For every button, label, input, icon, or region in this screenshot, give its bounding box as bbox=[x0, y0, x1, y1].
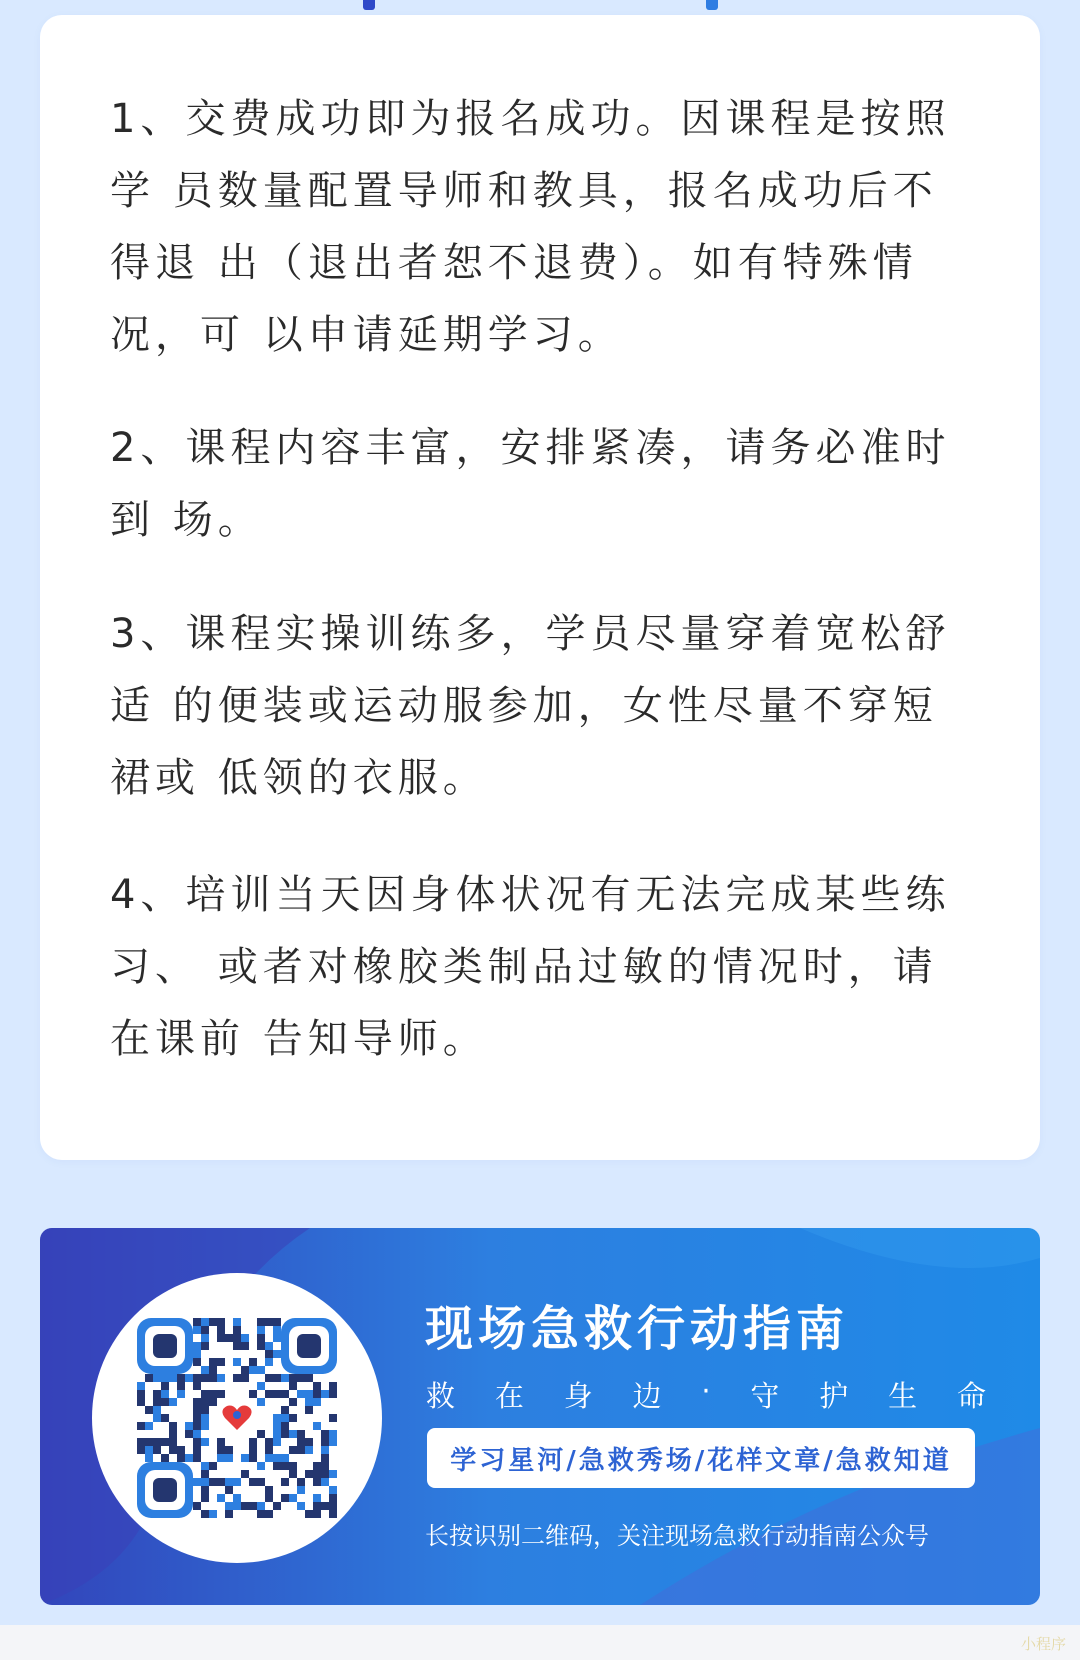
tab-indicator-left bbox=[363, 0, 375, 10]
brand-slogan bbox=[426, 1374, 986, 1415]
brand-title: 现场急救行动指南 bbox=[425, 1301, 850, 1357]
slogan-char: 身 bbox=[563, 1379, 593, 1413]
rule-3: 3、课程实操训练多，学员尽量穿着宽松舒适 的便装或运动服参加，女性尽量不穿短裙或 低领的衣服。 bbox=[110, 611, 951, 801]
rule-4: 4、培训当天因身体状况有无法完成某些练习、 或者对橡胶类制品过敏的情况时，请在课前 告知导师。 bbox=[110, 872, 951, 1062]
qr-hint-text: 长按识别二维码，关注现场急救行动指南公众号 bbox=[425, 1522, 929, 1550]
qr-code-badge[interactable] bbox=[92, 1273, 382, 1563]
rule-2: 2、课程内容丰富，安排紧凑，请务必准时到 场。 bbox=[110, 425, 951, 543]
slogan-char: 命 bbox=[956, 1379, 986, 1413]
follow-banner bbox=[40, 1228, 1040, 1605]
slogan-char: 护 bbox=[819, 1379, 849, 1413]
slogan-char: 守 bbox=[750, 1379, 780, 1413]
slogan-char: 边 bbox=[632, 1379, 662, 1413]
tab-indicator-right bbox=[706, 0, 718, 10]
notice-card bbox=[40, 15, 1040, 1160]
footer-bar bbox=[0, 1625, 1080, 1660]
slogan-char: 救 bbox=[426, 1379, 456, 1413]
qr-code-icon[interactable] bbox=[137, 1318, 337, 1518]
top-tab-indicators bbox=[0, 0, 1080, 10]
rule-1: 1、交费成功即为报名成功。因课程是按照学 员数量配置导师和教具，报名成功后不得退 出（退出者恕不退费）。如有特殊情况，可 以申请延期学习。 bbox=[110, 96, 951, 358]
slogan-char: 在 bbox=[494, 1379, 524, 1413]
slogan-char: · bbox=[701, 1374, 711, 1408]
watermark: 小程序 bbox=[1020, 1635, 1066, 1653]
section-links[interactable]: 学习星河/急救秀场/花样文章/急救知道 bbox=[427, 1428, 975, 1488]
slogan-char: 生 bbox=[888, 1379, 918, 1413]
